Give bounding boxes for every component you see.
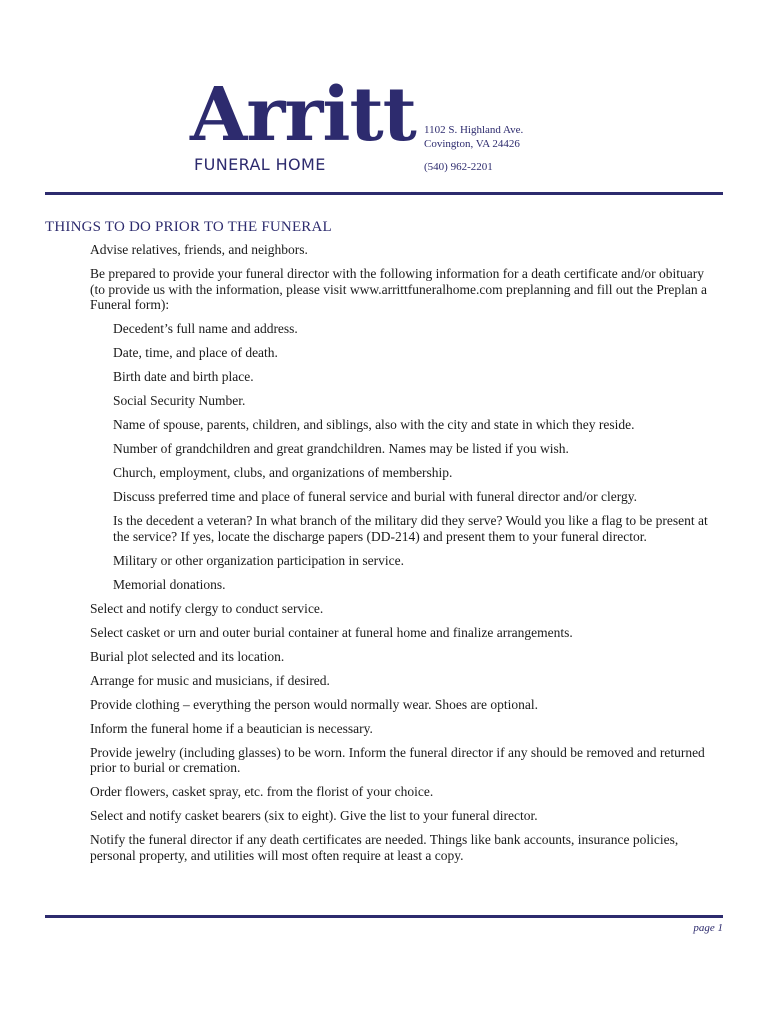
list-item: Order flowers, casket spray, etc. from the florist of your choice. [90, 784, 434, 799]
address-line-2: Covington, VA 24426 [424, 138, 520, 150]
contact-info [424, 123, 523, 174]
sub-list-item: Church, employment, clubs, and organizations of membership. [113, 465, 453, 480]
address-line-1: 1102 S. Highland Ave. [424, 124, 524, 136]
sub-list-item: Number of grandchildren and great grandchildren. Names may be listed if you wish. [113, 441, 569, 456]
list-item: Be prepared to provide your funeral director with the following information for a death certificate and/or obituary (to provide us with the information, please visit www.arrittfuneralhome.com preplanning and fill out the Preplan a Funeral form): [90, 266, 707, 312]
footer-divider [45, 915, 723, 918]
sub-list-item: Decedent’s full name and address. [113, 321, 298, 336]
sub-list-item: Is the decedent a veteran? In what branch of the military did they serve? Would you like a flag to be present at the service? If yes, locate the discharge papers (DD-214) and present them to your funeral director. [113, 513, 708, 544]
list-item: Select and notify clergy to conduct service. [90, 600, 324, 616]
list-item: Inform the funeral home if a beautician is necessary. [90, 720, 373, 736]
list-item: Arrange for music and musicians, if desired. [90, 672, 330, 688]
sub-list-item: Name of spouse, parents, children, and siblings, also with the city and state in which they reside. [113, 417, 635, 432]
checklist [90, 242, 720, 872]
sub-list-item: Discuss preferred time and place of funeral service and burial with funeral director and/or clergy. [113, 489, 638, 504]
logo-wordmark: Arritt [190, 72, 416, 158]
list-item: Provide jewelry (including glasses) to be worn. Inform the funeral director if any should be removed and returned prior to burial or cremation. [90, 744, 705, 775]
list-item: Advise relatives, friends, and neighbors. [90, 242, 308, 257]
logo-subtitle: FUNERAL HOME [194, 155, 326, 174]
list-item: Burial plot selected and its location. [90, 648, 285, 664]
sub-list-item: Birth date and birth place. [113, 369, 254, 384]
list-item: Provide clothing – everything the person would normally wear. Shoes are optional. [90, 696, 539, 712]
sub-list-item: Date, time, and place of death. [113, 345, 278, 360]
section-title: THINGS TO DO PRIOR TO THE FUNERAL [45, 219, 332, 235]
letterhead [0, 0, 768, 200]
list-item: Notify the funeral director if any death certificates are needed. Things like bank accounts, insurance policies, personal property, and utilities will most often require at least a copy. [90, 832, 679, 863]
company-logo [190, 72, 416, 178]
sub-list-item: Memorial donations. [113, 576, 226, 592]
list-item: Select casket or urn and outer burial container at funeral home and finalize arrangements. [90, 624, 573, 640]
page-number: page 1 [693, 922, 723, 934]
header-divider [45, 192, 723, 195]
sub-list-item: Military or other organization participation in service. [113, 552, 405, 568]
list-item: Select and notify casket bearers (six to eight). Give the list to your funeral director. [90, 808, 538, 823]
phone-number: (540) 962-2201 [424, 161, 493, 173]
sub-list-item: Social Security Number. [113, 393, 246, 408]
